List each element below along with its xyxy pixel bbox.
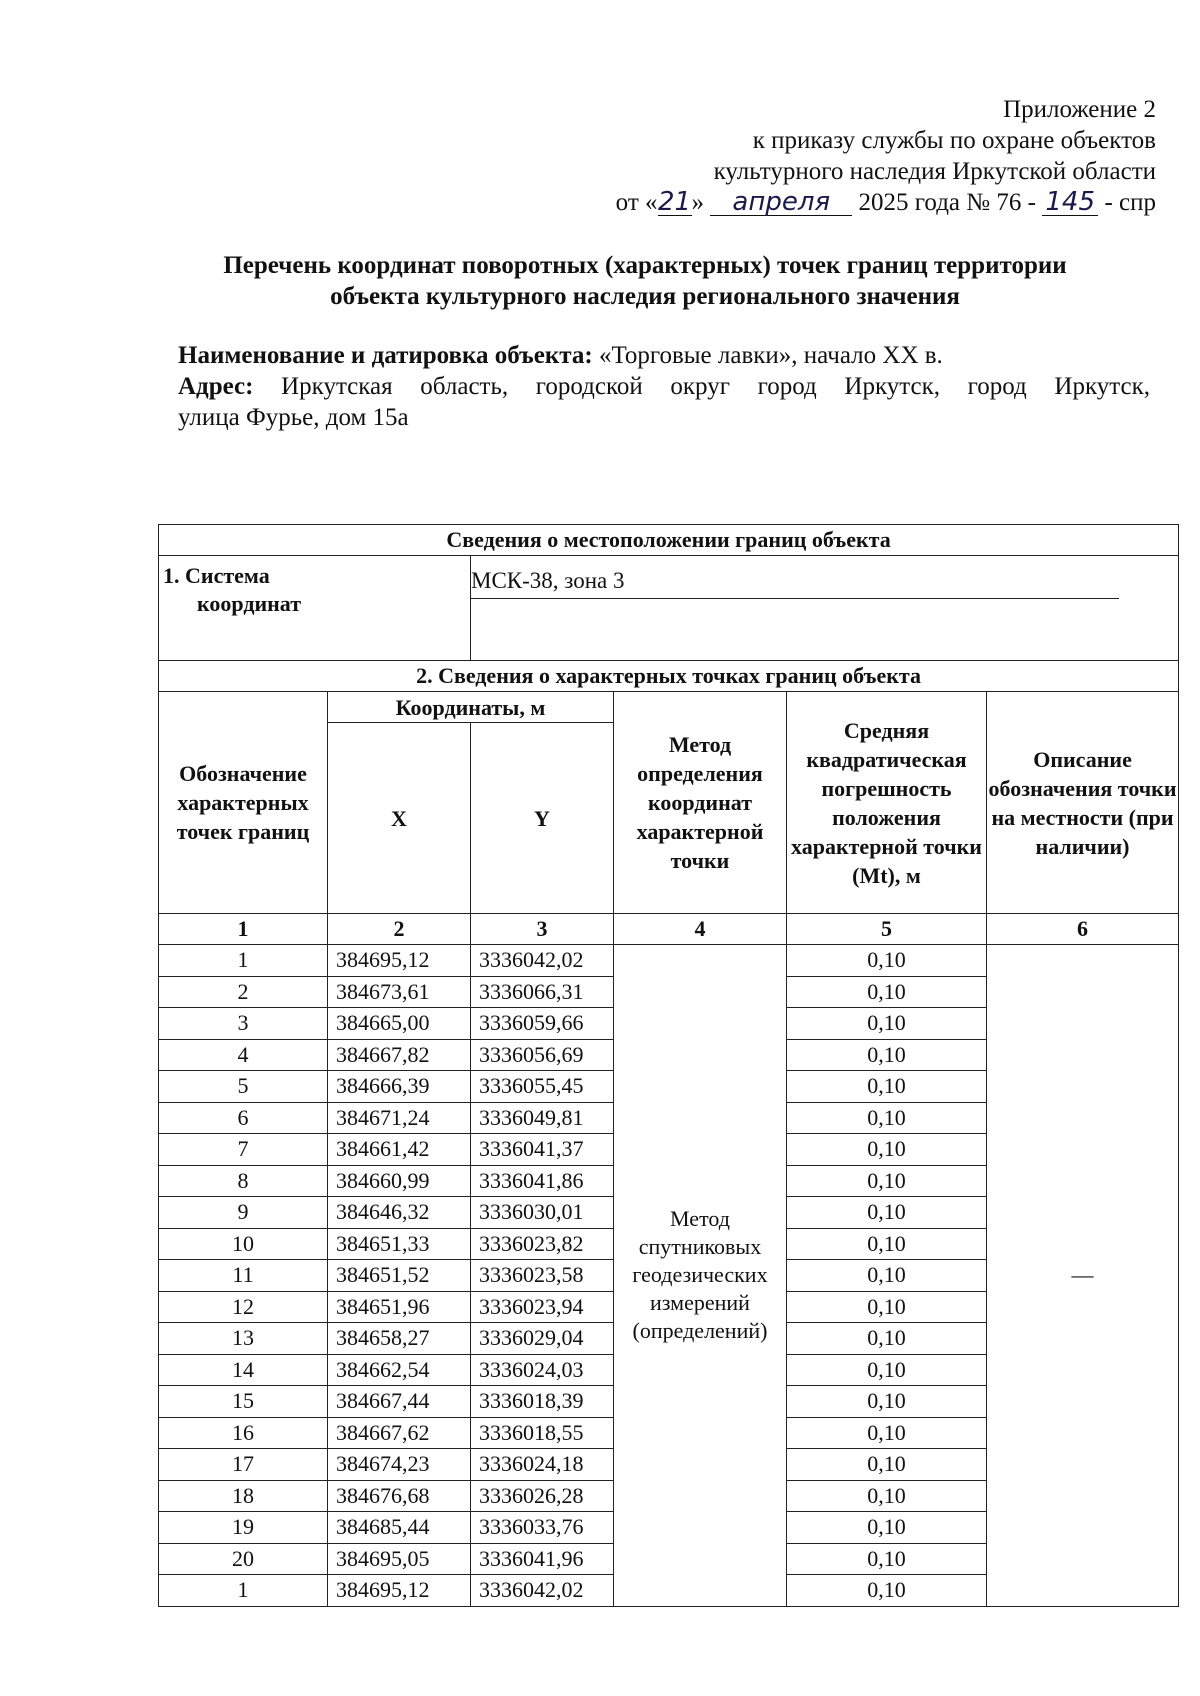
year-and-number-text: 2025 года № 76 -	[858, 189, 1036, 216]
point-number: 6	[159, 1102, 328, 1134]
point-error: 0,10	[787, 1197, 987, 1229]
boundary-points-table	[158, 524, 1179, 1607]
header-designation: Обозначение характерных точек границ	[159, 692, 328, 914]
point-y: 3336023,94	[471, 1291, 614, 1323]
point-y: 3336026,28	[471, 1480, 614, 1512]
point-x: 384667,44	[328, 1386, 471, 1418]
object-address-line	[178, 371, 1150, 402]
point-number: 3	[159, 1008, 328, 1040]
point-y: 3336066,31	[471, 976, 614, 1008]
point-y: 3336041,96	[471, 1543, 614, 1575]
point-x: 384685,44	[328, 1512, 471, 1544]
object-address-line-2: улица Фурье, дом 15а	[178, 404, 409, 431]
order-date-line	[436, 187, 1156, 218]
point-number: 4	[159, 1039, 328, 1071]
header-method: Метод определения координат характерной точки	[614, 692, 787, 914]
point-number: 15	[159, 1386, 328, 1418]
point-y: 3336024,18	[471, 1449, 614, 1481]
point-number: 13	[159, 1323, 328, 1355]
point-x: 384660,99	[328, 1165, 471, 1197]
header-y: Y	[471, 723, 614, 914]
point-y: 3336059,66	[471, 1008, 614, 1040]
column-numbers-row	[159, 914, 1179, 945]
title-line-2: объекта культурного наследия регионального значения	[330, 283, 960, 310]
column-number: 1	[159, 914, 328, 945]
point-number: 12	[159, 1291, 328, 1323]
point-number: 5	[159, 1071, 328, 1103]
coordinate-system-label-line-1: 1. Система	[163, 563, 270, 588]
point-error: 0,10	[787, 1008, 987, 1040]
point-number: 18	[159, 1480, 328, 1512]
point-number: 14	[159, 1354, 328, 1386]
coordinate-system-label	[159, 556, 471, 661]
point-error: 0,10	[787, 976, 987, 1008]
point-y: 3336029,04	[471, 1323, 614, 1355]
point-x: 384676,68	[328, 1480, 471, 1512]
data-rows	[159, 945, 1179, 1607]
appendix-label: Приложение 2	[1003, 96, 1156, 123]
point-x: 384667,62	[328, 1417, 471, 1449]
point-y: 3336041,86	[471, 1165, 614, 1197]
point-number: 17	[159, 1449, 328, 1481]
point-error: 0,10	[787, 1228, 987, 1260]
object-info	[178, 340, 1150, 433]
coordinate-system-row	[159, 556, 1179, 661]
column-number: 4	[614, 914, 787, 945]
point-y: 3336042,02	[471, 1575, 614, 1607]
point-y: 3336055,45	[471, 1071, 614, 1103]
date-mid: »	[691, 189, 705, 216]
column-number: 2	[328, 914, 471, 945]
coordinate-system-value-cell	[471, 556, 1179, 661]
point-number: 9	[159, 1197, 328, 1229]
point-x: 384671,24	[328, 1102, 471, 1134]
point-x: 384651,52	[328, 1260, 471, 1292]
point-y: 3336042,02	[471, 945, 614, 977]
section2-title: 2. Сведения о характерных точках границ объекта	[159, 661, 1179, 692]
point-y: 3336024,03	[471, 1354, 614, 1386]
point-number: 20	[159, 1543, 328, 1575]
header-x: X	[328, 723, 471, 914]
point-x: 384646,32	[328, 1197, 471, 1229]
point-number: 1	[159, 945, 328, 977]
point-x: 384661,42	[328, 1134, 471, 1166]
handwritten-order-number: 145	[1042, 189, 1098, 216]
point-error: 0,10	[787, 1480, 987, 1512]
column-number: 6	[987, 914, 1179, 945]
object-address-value-1: Иркутская область, городской округ город Иркутск, город Иркутск,	[281, 373, 1150, 400]
point-error: 0,10	[787, 1165, 987, 1197]
header-coordinates: Координаты, м	[328, 692, 614, 723]
point-x: 384651,96	[328, 1291, 471, 1323]
point-number: 19	[159, 1512, 328, 1544]
document-header	[436, 94, 1156, 218]
column-number: 5	[787, 914, 987, 945]
point-y: 3336023,82	[471, 1228, 614, 1260]
order-suffix: - спр	[1104, 189, 1156, 216]
column-number: 3	[471, 914, 614, 945]
point-error: 0,10	[787, 1449, 987, 1481]
point-x: 384665,00	[328, 1008, 471, 1040]
point-x: 384651,33	[328, 1228, 471, 1260]
point-number: 2	[159, 976, 328, 1008]
point-number: 16	[159, 1417, 328, 1449]
point-x: 384658,27	[328, 1323, 471, 1355]
document-title	[150, 250, 1140, 312]
coordinate-system-value: МСК-38, зона 3	[471, 568, 1119, 599]
description-cell: —	[987, 945, 1179, 1607]
point-error: 0,10	[787, 1039, 987, 1071]
object-name-label: Наименование и датировка объекта:	[178, 342, 593, 369]
handwritten-day: 21	[657, 187, 692, 217]
point-x: 384695,12	[328, 945, 471, 977]
point-error: 0,10	[787, 1575, 987, 1607]
point-number: 11	[159, 1260, 328, 1292]
section1-title: Сведения о местоположении границ объекта	[159, 525, 1179, 556]
point-x: 384673,61	[328, 976, 471, 1008]
object-name-line	[178, 340, 1150, 371]
point-x: 384667,82	[328, 1039, 471, 1071]
point-error: 0,10	[787, 1417, 987, 1449]
point-y: 3336023,58	[471, 1260, 614, 1292]
point-y: 3336041,37	[471, 1134, 614, 1166]
header-error: Средняя квадратическая погрешность положения характерной точки (Mt), м	[787, 692, 987, 914]
point-error: 0,10	[787, 1512, 987, 1544]
point-error: 0,10	[787, 1291, 987, 1323]
handwritten-month: апреля	[710, 189, 852, 216]
point-x: 384674,23	[328, 1449, 471, 1481]
point-x: 384662,54	[328, 1354, 471, 1386]
point-x: 384666,39	[328, 1071, 471, 1103]
point-y: 3336056,69	[471, 1039, 614, 1071]
point-error: 0,10	[787, 1260, 987, 1292]
point-number: 7	[159, 1134, 328, 1166]
point-y: 3336018,39	[471, 1386, 614, 1418]
point-error: 0,10	[787, 1543, 987, 1575]
point-error: 0,10	[787, 1071, 987, 1103]
point-y: 3336030,01	[471, 1197, 614, 1229]
point-error: 0,10	[787, 1354, 987, 1386]
point-y: 3336033,76	[471, 1512, 614, 1544]
point-y: 3336049,81	[471, 1102, 614, 1134]
header-description: Описание обозначения точки на местности (при наличии)	[987, 692, 1179, 914]
point-error: 0,10	[787, 1386, 987, 1418]
point-error: 0,10	[787, 1323, 987, 1355]
object-name-value: «Торговые лавки», начало XX в.	[598, 342, 943, 369]
method-cell: Метод спутниковых геодезических измерений (определений)	[614, 945, 787, 1607]
point-number: 8	[159, 1165, 328, 1197]
point-number: 1	[159, 1575, 328, 1607]
point-y: 3336018,55	[471, 1417, 614, 1449]
title-line-1: Перечень координат поворотных (характерных) точек границ территории	[223, 252, 1067, 279]
coordinate-system-label-line-2: координат	[197, 591, 302, 616]
point-number: 10	[159, 1228, 328, 1260]
order-authority-line: культурного наследия Иркутской области	[713, 158, 1156, 185]
point-x: 384695,12	[328, 1575, 471, 1607]
date-prefix: от «	[615, 189, 658, 216]
table-row	[159, 945, 1179, 977]
object-address-label: Адрес:	[178, 373, 254, 400]
point-x: 384695,05	[328, 1543, 471, 1575]
point-error: 0,10	[787, 1102, 987, 1134]
order-reference-line: к приказу службы по охране объектов	[752, 127, 1156, 154]
point-error: 0,10	[787, 1134, 987, 1166]
point-error: 0,10	[787, 945, 987, 977]
